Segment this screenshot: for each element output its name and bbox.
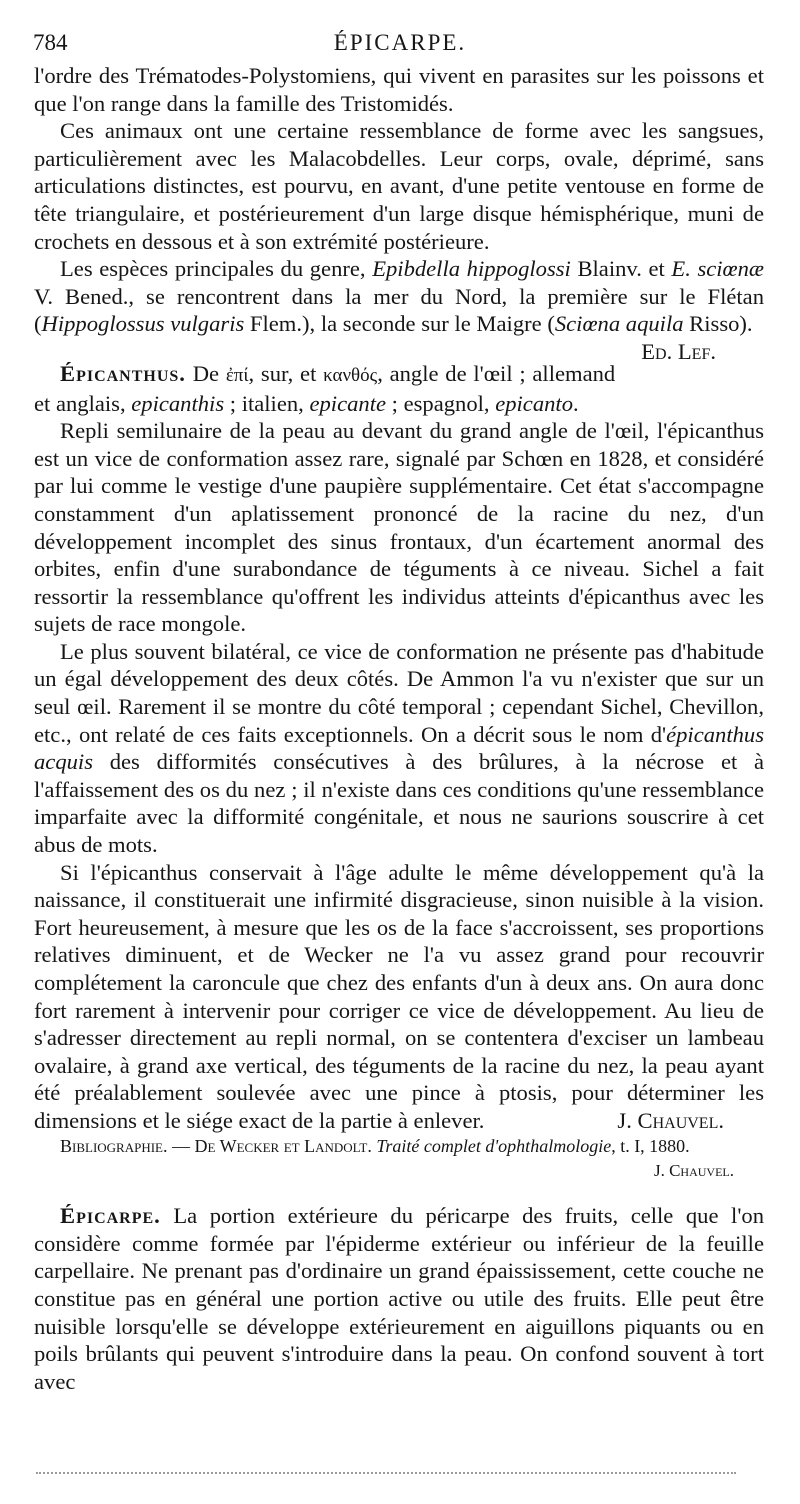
headword-epicanthus: Épicanthus. — [60, 360, 186, 386]
running-title: ÉPICARPE. — [333, 30, 467, 55]
species-name: Sciœna aquila — [554, 311, 684, 337]
text: Les espèces principales du genre, — [60, 256, 373, 282]
species-name: E. sciœnæ — [671, 256, 764, 282]
text: , angle de l'œil ; allemand et anglais, — [34, 360, 616, 416]
text: De — [185, 360, 226, 386]
paragraph-animal-description: Ces animaux ont une certaine ressemblance de forme avec les sangsues, particulièrement avec les Malacobdelles. Leur corps, ovale, déprimé, sans articulations distinctes, est pourvu, en avant, d'une petite ventouse en forme de tête triangulaire, et postérieurement d'un large disque hémisphérique, muni de crochets en dessous et à son extrémité postérieure. — [34, 118, 764, 254]
text: des difformités consécutives à des brûlures, à la nécrose et à l'affaissement des os du nez ; il n'existe dans ces conditions qu'une ressemblance imparfaite avec la difformité congénitale, et nous ne saurions souscrire à cet abus de mots. — [34, 749, 764, 858]
bibliography — [34, 1135, 764, 1157]
text: Blainv. et — [570, 256, 672, 282]
bibliography-authors: De Wecker et Landolt. — [194, 1135, 372, 1156]
text: ; espagnol, — [386, 390, 496, 416]
text: Risso). — [683, 311, 753, 337]
greek-word: ἐπί — [225, 364, 249, 386]
bibliography-signature: J. Chauvel. — [653, 1160, 734, 1180]
text: La portion extérieure du péricarpe des fruits, celle que l'on considère comme formée par l'épiderme extérieur ou inférieur de la feuille carpellaire. Ne prenant pas d'ordinaire un grand épaississement, cette couche ne constitue pas en général une portion active ou utile des fruits. Elle peut être nuisible lorsqu'elle se développe extérieurement en aiguillons piquants ou en poils brûlants qui peuvent s'introduire dans la peau. On confond souvent à tort avec — [34, 1203, 764, 1394]
text: . — [573, 390, 579, 416]
bibliography-title: Traité complet d'ophthalmologie — [376, 1135, 612, 1156]
translation-term: epicante — [309, 390, 386, 416]
entry-spacer — [34, 1184, 764, 1202]
page-header — [0, 28, 800, 62]
translation-term: epicanthis — [131, 390, 225, 416]
text: Si l'épicanthus conservait à l'âge adulte le même développement qu'à la naissance, il constituerait une infirmité disgracieuse, sinon nuisible à la vision. Fort heureusement, à mesure que les os de la face s'accroissent, ses proportions relatives diminuent, et de Wecker ne l'a vu assez grand pour recouvrir complétement la caroncule que chez des enfants d'un à deux ans. On aura donc fort rarement à intervenir pour corriger ce vice de développement. Au lieu de s'adresser directement au repli normal, on se contentera d'exciser un lambeau ovalaire, à grand axe vertical, des téguments de la racine du nez, la peau ayant été préalablement soulevée avec une pince à ptosis, pour déterminer les dimensions et le siége exact de la partie à enlever. — [34, 859, 764, 1133]
entry-epicanthus-intro — [34, 360, 764, 417]
paragraph-epicanthus-treatment — [34, 859, 764, 1135]
paragraph-species — [34, 255, 764, 364]
greek-word: κανθός — [323, 364, 378, 386]
term-epicanthus-acquis: épicanthus acquis — [34, 721, 764, 775]
text: Flem.), la seconde sur le Maigre ( — [244, 311, 555, 337]
author-signature: J. Chauvel. — [617, 1107, 724, 1133]
species-name: Hippoglossus vulgaris — [41, 311, 245, 337]
bibliography-details: , t. I, 1880. — [611, 1135, 690, 1156]
author-signature: Ed. Lef. — [641, 338, 716, 364]
species-name: Epibdella hippoglossi — [372, 256, 571, 282]
paragraph-trematodes-continuation: l'ordre des Trématodes-Polystomiens, qui vivent en parasites sur les poissons et que l'on range dans la famille des Tristomidés. — [34, 63, 764, 116]
headword-epicarpe: Épicarpe. — [60, 1203, 161, 1229]
text: ; italien, — [224, 390, 310, 416]
footer-dotted-rule — [36, 1472, 736, 1474]
translation-term: epicanto — [495, 390, 573, 416]
text: V. Bened., se rencontrent dans la mer du Nord, la première sur le Flétan ( — [34, 283, 764, 337]
body-text — [34, 62, 764, 1395]
paragraph-epicanthus-definition: Repli semilunaire de la peau au devant du grand angle de l'œil, l'épicanthus est un vice de conformation assez rare, signalé par Schœn en 1828, et considéré par lui comme le vestige d'une paupière supplémentaire. Cet état s'accompagne constamment d'un aplatissement prononcé de la racine du nez, d'un développement incomplet des sinus frontaux, d'un écartement anormal des orbites, enfin d'une surabondance de téguments à ce niveau. Sichel a fait ressortir la ressemblance qu'offrent les individus atteints d'épicanthus avec les sujets de race mongole. — [34, 418, 764, 637]
bibliography-label: Bibliographie. — — [60, 1135, 195, 1156]
page-number: 784 — [33, 30, 68, 55]
text: , sur, et — [248, 360, 324, 386]
text: Le plus souvent bilatéral, ce vice de conformation ne présente pas d'habitude un égal développement des deux côtés. De Ammon l'a vu n'exister que sur un seul œil. Rarement il se montre du côté temporal ; cependant Sichel, Chevillon, etc., ont relaté de ces faits exceptionnels. On a décrit sous le nom d' — [34, 638, 764, 747]
entry-epicarpe — [34, 1202, 764, 1395]
paragraph-epicanthus-bilateral — [34, 638, 764, 859]
